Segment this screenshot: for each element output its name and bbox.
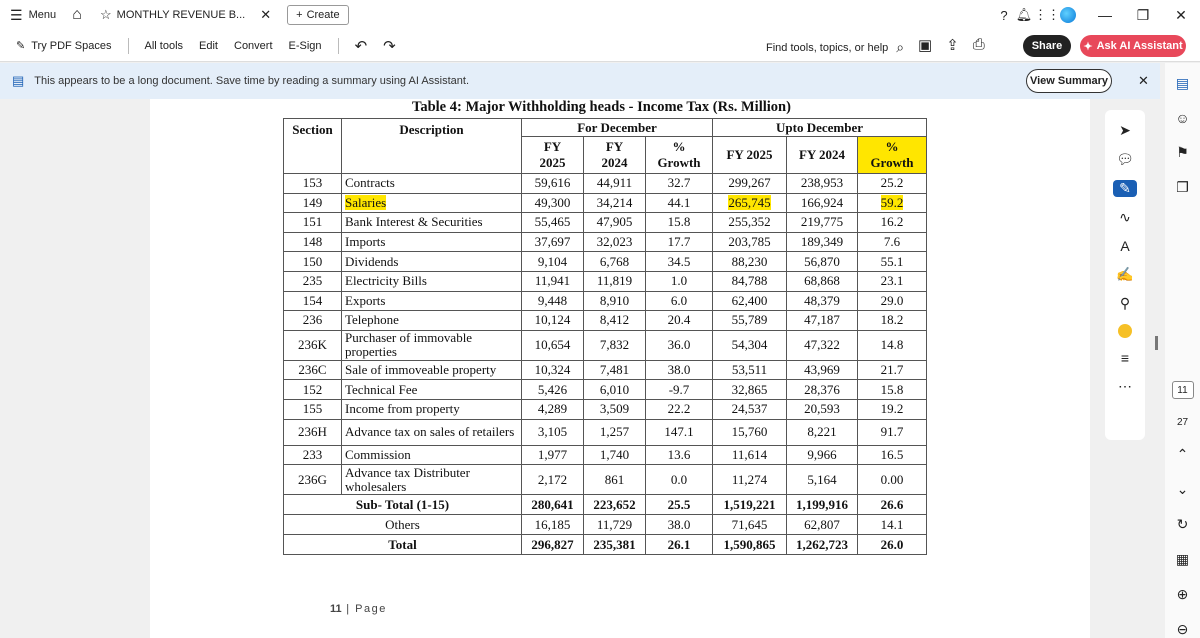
line-weight-icon[interactable]: ≡ bbox=[1120, 350, 1130, 366]
cell-ug: 16.2 bbox=[858, 213, 927, 233]
cell-d25: 9,448 bbox=[522, 291, 584, 311]
others-row: Others 16,185 11,729 38.0 71,645 62,807 14.1 bbox=[284, 515, 927, 535]
try-pdf-spaces-label: Try PDF Spaces bbox=[31, 39, 112, 52]
pages-panel-icon[interactable]: ❐ bbox=[1176, 179, 1189, 195]
cell-section: 154 bbox=[284, 291, 342, 311]
cell-u25: 11,274 bbox=[713, 465, 787, 495]
cell-d24: 11,819 bbox=[584, 271, 646, 291]
table-row bbox=[284, 399, 927, 419]
comments-panel-icon[interactable]: ☺ bbox=[1175, 110, 1190, 126]
cell-u25: 299,267 bbox=[713, 174, 787, 194]
cell-d25: 10,324 bbox=[522, 360, 584, 380]
cell-section: 148 bbox=[284, 232, 342, 252]
cell-ug: 23.1 bbox=[858, 271, 927, 291]
cell-u24: 48,379 bbox=[787, 291, 858, 311]
cell-u24: 8,221 bbox=[787, 419, 858, 445]
cell-d25: 4,289 bbox=[522, 399, 584, 419]
cell-desc: Commission bbox=[342, 445, 522, 465]
title-bar bbox=[0, 0, 1200, 30]
cell-d25: 59,616 bbox=[522, 174, 584, 194]
cell-section: 153 bbox=[284, 174, 342, 194]
header-upto-fy2025: FY 2025 bbox=[713, 137, 787, 174]
save-copy-icon[interactable]: ▦ bbox=[1175, 551, 1190, 567]
menu-button[interactable] bbox=[0, 7, 60, 24]
table-row bbox=[284, 174, 927, 194]
cell-d25: 3,105 bbox=[522, 419, 584, 445]
header-upto-growth: % Growth bbox=[858, 137, 927, 174]
cell-dg: 34.5 bbox=[646, 252, 713, 272]
cell-dg: 38.0 bbox=[646, 360, 713, 380]
cell-ug: 55.1 bbox=[858, 252, 927, 272]
cell-section: 155 bbox=[284, 399, 342, 419]
cell-u25: 54,304 bbox=[713, 330, 787, 360]
cell-d25: 55,465 bbox=[522, 213, 584, 233]
cell-u24: 56,870 bbox=[787, 252, 858, 272]
cell-ug: 16.5 bbox=[858, 445, 927, 465]
menu-label: Menu bbox=[28, 9, 57, 21]
cell-desc: Income from property bbox=[342, 399, 522, 419]
cell-d24: 1,257 bbox=[584, 419, 646, 445]
help-icon[interactable]: ? bbox=[1000, 7, 1008, 23]
header-upto-december: Upto December bbox=[713, 119, 927, 137]
save-icon[interactable]: ▣ bbox=[918, 37, 933, 54]
main-toolbar bbox=[0, 30, 1200, 62]
table-row bbox=[284, 445, 927, 465]
cell-d24: 6,010 bbox=[584, 380, 646, 400]
cell-u24: 189,349 bbox=[787, 232, 858, 252]
total-pages: 27 bbox=[1176, 417, 1189, 428]
table-row bbox=[284, 252, 927, 272]
cell-dg: 6.0 bbox=[646, 291, 713, 311]
close-tab-icon[interactable]: ✕ bbox=[260, 7, 272, 22]
table-row bbox=[284, 330, 927, 360]
panel-resize-handle[interactable] bbox=[1155, 336, 1158, 350]
cell-d25: 11,941 bbox=[522, 271, 584, 291]
cell-u25: 53,511 bbox=[713, 360, 787, 380]
cell-ug: 15.8 bbox=[858, 380, 927, 400]
cell-desc: Bank Interest & Securities bbox=[342, 213, 522, 233]
cell-d24: 1,740 bbox=[584, 445, 646, 465]
cell-desc: Telephone bbox=[342, 311, 522, 331]
cell-desc: Dividends bbox=[342, 252, 522, 272]
cell-u25: 62,400 bbox=[713, 291, 787, 311]
header-fy2025: FY 2025 bbox=[522, 137, 584, 174]
cell-u24: 43,969 bbox=[787, 360, 858, 380]
cell-u25: 15,760 bbox=[713, 419, 787, 445]
table-row bbox=[284, 291, 927, 311]
table-row bbox=[284, 380, 927, 400]
hamburger-icon: ☰ bbox=[10, 6, 23, 23]
home-icon[interactable]: ⌂ bbox=[72, 6, 82, 23]
share-button[interactable]: Share bbox=[1023, 35, 1071, 57]
table-row bbox=[284, 232, 927, 252]
cell-u24: 20,593 bbox=[787, 399, 858, 419]
color-swatch[interactable] bbox=[1118, 324, 1132, 338]
undo-icon[interactable]: ↶ bbox=[354, 37, 368, 55]
apps-grid-icon[interactable]: ⋮⋮ bbox=[1034, 7, 1060, 22]
edit-button[interactable]: Edit bbox=[199, 39, 218, 52]
document-tab[interactable] bbox=[92, 0, 279, 30]
summary-banner bbox=[0, 63, 1160, 99]
cell-d24: 34,214 bbox=[584, 193, 646, 213]
text-box-icon[interactable]: A bbox=[1120, 238, 1130, 254]
refresh-icon[interactable]: ↻ bbox=[1176, 516, 1189, 532]
cell-d24: 3,509 bbox=[584, 399, 646, 419]
stamp-icon[interactable]: ⚲ bbox=[1119, 295, 1131, 311]
cell-u25: 24,537 bbox=[713, 399, 787, 419]
search-icon: ⌕ bbox=[896, 39, 905, 55]
cell-desc: Exports bbox=[342, 291, 522, 311]
highlight-pen-icon[interactable]: ✎ bbox=[1113, 180, 1137, 197]
header-section: Section bbox=[284, 119, 342, 174]
cell-section: 235 bbox=[284, 271, 342, 291]
redo-icon[interactable]: ↷ bbox=[383, 37, 396, 55]
cell-u24: 9,966 bbox=[787, 445, 858, 465]
cell-section: 236 bbox=[284, 311, 342, 331]
cell-ug: 91.7 bbox=[858, 419, 927, 445]
ai-summary-panel-icon[interactable]: ▤ bbox=[1175, 75, 1190, 91]
cell-desc: Contracts bbox=[342, 174, 522, 194]
cell-section: 149 bbox=[284, 193, 342, 213]
cell-u25: 55,789 bbox=[713, 311, 787, 331]
cell-ug: 19.2 bbox=[858, 399, 927, 419]
print-icon[interactable]: ⎙ bbox=[972, 36, 985, 53]
cell-ug: 25.2 bbox=[858, 174, 927, 194]
cell-dg: -9.7 bbox=[646, 380, 713, 400]
cell-desc: Advance tax on sales of retailers bbox=[342, 419, 522, 445]
draw-freehand-icon[interactable]: ∿ bbox=[1119, 209, 1131, 225]
cell-d24: 8,412 bbox=[584, 311, 646, 331]
restore-icon[interactable]: ❐ bbox=[1136, 6, 1150, 23]
page-up-icon[interactable]: ⌃ bbox=[1176, 446, 1189, 462]
cell-d25: 37,697 bbox=[522, 232, 584, 252]
total-row: Total 296,827 235,381 26.1 1,590,865 1,262,723 26.0 bbox=[284, 535, 927, 555]
add-comment-icon[interactable]: 💬︎ bbox=[1116, 151, 1134, 167]
header-growth: % Growth bbox=[646, 137, 713, 174]
cell-d24: 6,768 bbox=[584, 252, 646, 272]
table-title: Table 4: Major Withholding heads - Income Tax (Rs. Million) bbox=[412, 99, 791, 115]
table-row bbox=[284, 465, 927, 495]
esign-button[interactable]: E-Sign bbox=[288, 39, 322, 52]
close-window-icon[interactable]: ✕ bbox=[1175, 6, 1187, 23]
divider bbox=[338, 38, 339, 54]
cell-dg: 20.4 bbox=[646, 311, 713, 331]
cell-section: 151 bbox=[284, 213, 342, 233]
cell-desc: Advance tax Distributer wholesalers bbox=[342, 465, 522, 495]
more-tools-icon[interactable]: ⋯ bbox=[1118, 378, 1132, 394]
cell-u25: 203,785 bbox=[713, 232, 787, 252]
upload-cloud-icon[interactable]: ⇪ bbox=[946, 37, 959, 54]
cell-d25: 10,124 bbox=[522, 311, 584, 331]
ai-summary-icon: ▤ bbox=[12, 73, 25, 88]
cell-d24: 861 bbox=[584, 465, 646, 495]
cell-u25 bbox=[713, 193, 787, 213]
cell-u24: 238,953 bbox=[787, 174, 858, 194]
cell-section: 233 bbox=[284, 445, 342, 465]
cell-dg: 15.8 bbox=[646, 213, 713, 233]
cell-d25: 2,172 bbox=[522, 465, 584, 495]
cell-dg: 22.2 bbox=[646, 399, 713, 419]
bookmarks-icon[interactable]: ⚑ bbox=[1176, 144, 1189, 160]
select-cursor-icon[interactable]: ➤ bbox=[1119, 122, 1131, 138]
cell-dg: 32.7 bbox=[646, 174, 713, 194]
cell-desc: Sale of immoveable property bbox=[342, 360, 522, 380]
close-banner-icon[interactable]: ✕ bbox=[1138, 73, 1149, 88]
cell-d25: 10,654 bbox=[522, 330, 584, 360]
cell-desc bbox=[342, 193, 522, 213]
cell-section: 236G bbox=[284, 465, 342, 495]
cell-section: 236H bbox=[284, 419, 342, 445]
cell-section: 150 bbox=[284, 252, 342, 272]
find-tools-search[interactable] bbox=[766, 39, 904, 56]
subtotal-row: Sub- Total (1-15) 280,641 223,652 25.5 1,519,221 1,199,916 26.6 bbox=[284, 495, 927, 515]
table-row bbox=[284, 419, 927, 445]
fill-sign-icon[interactable]: ✍ bbox=[1116, 266, 1134, 282]
all-tools-button[interactable]: All tools bbox=[144, 39, 184, 52]
cell-ug: 0.00 bbox=[858, 465, 927, 495]
cell-u25: 84,788 bbox=[713, 271, 787, 291]
try-pdf-spaces-button[interactable] bbox=[8, 39, 120, 52]
cell-u24: 68,868 bbox=[787, 271, 858, 291]
cell-section: 236K bbox=[284, 330, 342, 360]
cell-dg: 17.7 bbox=[646, 232, 713, 252]
cell-u25: 255,352 bbox=[713, 213, 787, 233]
cell-u25: 11,614 bbox=[713, 445, 787, 465]
table-row bbox=[284, 271, 927, 291]
highlighted-text: Salaries bbox=[345, 194, 387, 210]
banner-text: This appears to be a long document. Save time by reading a summary using AI Assistant. bbox=[34, 75, 470, 87]
page-down-icon[interactable]: ⌄ bbox=[1176, 481, 1189, 497]
cell-dg: 13.6 bbox=[646, 445, 713, 465]
plus-icon: + bbox=[296, 9, 303, 21]
cell-d24: 7,481 bbox=[584, 360, 646, 380]
right-sidebar bbox=[1165, 63, 1200, 638]
cell-u24: 5,164 bbox=[787, 465, 858, 495]
current-page-field[interactable]: 11 bbox=[1172, 381, 1194, 399]
cell-desc: Imports bbox=[342, 232, 522, 252]
cell-d24: 44,911 bbox=[584, 174, 646, 194]
cell-u24: 47,322 bbox=[787, 330, 858, 360]
ai-assistant-icon: ✦ bbox=[1083, 40, 1093, 53]
table-row bbox=[284, 193, 927, 213]
cell-u24: 28,376 bbox=[787, 380, 858, 400]
withholding-table bbox=[283, 118, 927, 555]
cell-desc: Technical Fee bbox=[342, 380, 522, 400]
table-row bbox=[284, 360, 927, 380]
tab-title: MONTHLY REVENUE B... bbox=[116, 9, 246, 21]
find-tools-label: Find tools, topics, or help bbox=[766, 41, 889, 54]
cell-ug: 14.8 bbox=[858, 330, 927, 360]
cell-u24: 47,187 bbox=[787, 311, 858, 331]
cell-desc: Purchaser of immovable properties bbox=[342, 330, 522, 360]
star-icon[interactable]: ☆ bbox=[100, 7, 112, 22]
cell-dg: 44.1 bbox=[646, 193, 713, 213]
view-summary-button[interactable]: View Summary bbox=[1026, 69, 1112, 93]
create-label: Create bbox=[306, 9, 340, 21]
divider bbox=[128, 38, 129, 54]
cell-ug: 29.0 bbox=[858, 291, 927, 311]
annotation-toolbar bbox=[1105, 110, 1145, 440]
cell-d24: 8,910 bbox=[584, 291, 646, 311]
cell-ug bbox=[858, 193, 927, 213]
cell-dg: 147.1 bbox=[646, 419, 713, 445]
ask-ai-label: Ask AI Assistant bbox=[1096, 40, 1183, 52]
zoom-out-icon[interactable]: ⊖ bbox=[1176, 621, 1189, 637]
cell-d25: 1,977 bbox=[522, 445, 584, 465]
cell-desc: Electricity Bills bbox=[342, 271, 522, 291]
table-row bbox=[284, 213, 927, 233]
highlighted-text: 265,745 bbox=[728, 194, 771, 210]
cell-dg: 1.0 bbox=[646, 271, 713, 291]
convert-button[interactable]: Convert bbox=[234, 39, 273, 52]
pdf-spaces-icon: ✎ bbox=[16, 40, 26, 52]
bell-icon[interactable]: 🔔︎ bbox=[1015, 7, 1033, 22]
ask-ai-assistant-button[interactable] bbox=[1080, 35, 1186, 57]
cell-u24: 219,775 bbox=[787, 213, 858, 233]
cell-dg: 36.0 bbox=[646, 330, 713, 360]
minimize-icon[interactable]: — bbox=[1098, 7, 1112, 23]
highlighted-text: 59.2 bbox=[880, 194, 904, 210]
zoom-in-icon[interactable]: ⊕ bbox=[1176, 586, 1189, 602]
cell-ug: 21.7 bbox=[858, 360, 927, 380]
cell-u24: 166,924 bbox=[787, 193, 858, 213]
header-description: Description bbox=[342, 119, 522, 174]
cell-u25: 32,865 bbox=[713, 380, 787, 400]
header-upto-fy2024: FY 2024 bbox=[787, 137, 858, 174]
cell-d24: 32,023 bbox=[584, 232, 646, 252]
cell-u25: 88,230 bbox=[713, 252, 787, 272]
cell-d24: 7,832 bbox=[584, 330, 646, 360]
header-for-december: For December bbox=[522, 119, 713, 137]
create-button[interactable] bbox=[287, 5, 348, 25]
cell-section: 236C bbox=[284, 360, 342, 380]
table-row bbox=[284, 311, 927, 331]
cell-d25: 5,426 bbox=[522, 380, 584, 400]
header-fy2024: FY 2024 bbox=[584, 137, 646, 174]
cell-ug: 18.2 bbox=[858, 311, 927, 331]
cell-d24: 47,905 bbox=[584, 213, 646, 233]
cell-d25: 9,104 bbox=[522, 252, 584, 272]
page-footer: 11 | Page bbox=[330, 603, 387, 615]
avatar[interactable] bbox=[1060, 7, 1076, 23]
cell-dg: 0.0 bbox=[646, 465, 713, 495]
cell-ug: 7.6 bbox=[858, 232, 927, 252]
cell-section: 152 bbox=[284, 380, 342, 400]
cell-d25: 49,300 bbox=[522, 193, 584, 213]
